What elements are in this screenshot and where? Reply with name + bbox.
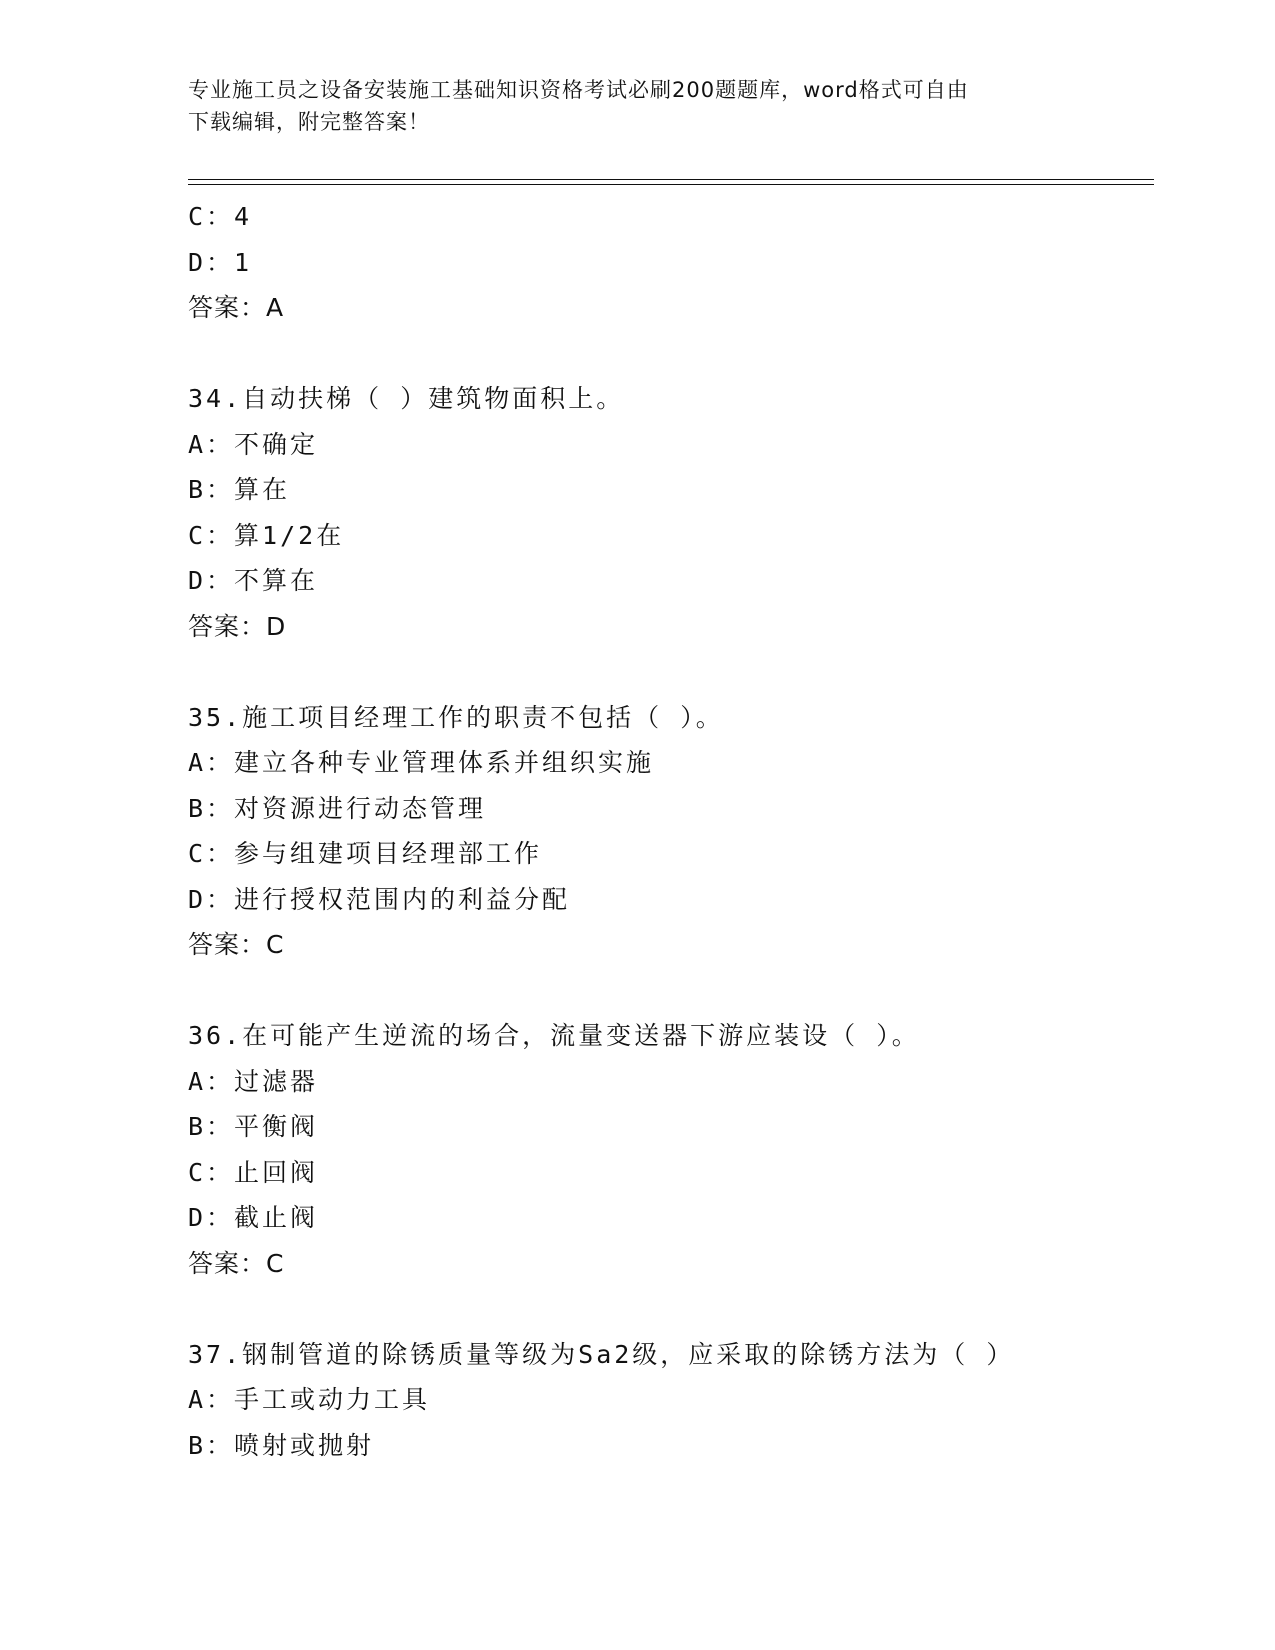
answer: 答案：C [188, 930, 285, 959]
header-divider-top [188, 179, 1154, 180]
prev-answer: 答案：A [188, 293, 285, 322]
option-b: B：平衡阀 [188, 1112, 319, 1141]
answer: 答案：C [188, 1248, 285, 1278]
option-b: B：喷射或抛射 [188, 1430, 375, 1460]
question-stem: 34.自动扶梯（ ）建筑物面积上。 [188, 384, 625, 413]
option-a: A：过滤器 [188, 1066, 319, 1096]
header-line-1: 专业施工员之设备安装施工基础知识资格考试必刷200题题库，word格式可自由 [188, 78, 969, 102]
option-b: B：算在 [188, 475, 291, 504]
question-list [188, 194, 1154, 1468]
spacer [188, 649, 1154, 695]
option-c: C：参与组建项目经理部工作 [188, 839, 543, 868]
option-d: D：截止阀 [188, 1203, 319, 1232]
header-line-2: 下载编辑，附完整答案！ [188, 110, 430, 134]
option-d: D：进行授权范围内的利益分配 [188, 884, 571, 914]
question-36 [188, 1013, 1154, 1286]
spacer [188, 331, 1154, 377]
option-d: D：不算在 [188, 566, 319, 595]
question-34 [188, 376, 1154, 649]
spacer [188, 968, 1154, 1014]
option-a: A：手工或动力工具 [188, 1385, 431, 1414]
prev-option-c: C：4 [188, 202, 253, 231]
spacer [188, 1286, 1154, 1332]
question-stem: 35.施工项目经理工作的职责不包括（ ）。 [188, 702, 724, 732]
question-35 [188, 695, 1154, 968]
prev-option-d: D：1 [188, 247, 253, 277]
option-c: C：止回阀 [188, 1157, 319, 1187]
option-a: A：不确定 [188, 429, 319, 459]
option-c: C：算1/2在 [188, 520, 345, 550]
header-divider-bottom [188, 184, 1154, 185]
answer: 答案：D [188, 611, 287, 641]
document-header [188, 74, 1088, 138]
question-stem: 37.钢制管道的除锈质量等级为Sa2级，应采取的除锈方法为（ ） [188, 1339, 1015, 1369]
question-stem: 36.在可能产生逆流的场合，流量变送器下游应装设（ ）。 [188, 1021, 920, 1050]
question-37 [188, 1332, 1154, 1469]
option-b: B：对资源进行动态管理 [188, 793, 487, 823]
option-a: A：建立各种专业管理体系并组织实施 [188, 748, 655, 777]
